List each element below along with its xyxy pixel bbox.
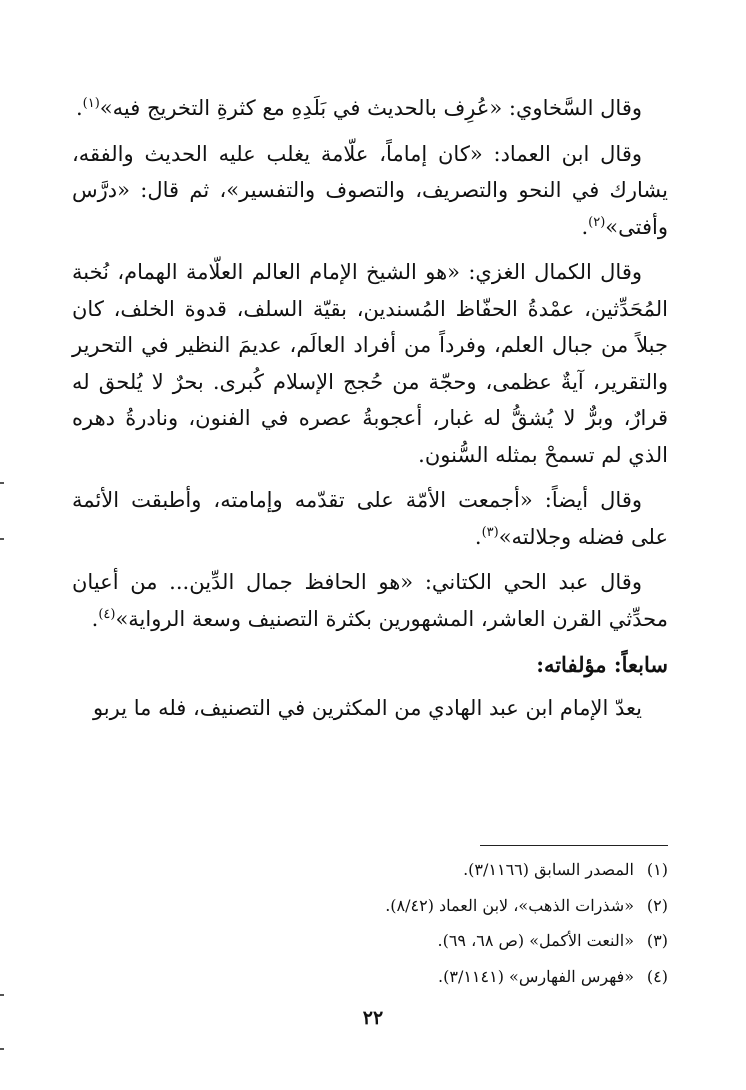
paragraph-ibn-al-imad bbox=[72, 136, 668, 246]
section-heading: سابعاً: مؤلفاته: bbox=[536, 652, 668, 677]
footnote-text: «شذرات الذهب»، لابن العماد (٨/٤٢). bbox=[385, 895, 634, 915]
paragraph-text: وقال عبد الحي الكتاني: «هو الحافظ جمال الدِّين... من أعيان محدِّثي القرن العاشر، المشهورين بكثرة التصنيف وسعة الرواية» bbox=[72, 570, 668, 631]
main-text bbox=[72, 90, 668, 735]
paragraph-text: وقال السَّخاوي: «عُرِف بالحديث في بَلَدِهِ مع كثرةِ التخريج فيه» bbox=[99, 96, 642, 120]
paragraph-end: . bbox=[91, 606, 99, 631]
footnotes bbox=[72, 852, 668, 994]
paragraph-kattani bbox=[72, 564, 668, 637]
scan-edge-mark bbox=[0, 1048, 4, 1050]
footnote-separator bbox=[480, 845, 668, 846]
footnote-number: (٣) bbox=[646, 931, 668, 950]
footnote-text: «النعت الأكمل» (ص ٦٨، ٦٩). bbox=[437, 931, 634, 950]
scan-edge-mark bbox=[0, 482, 4, 484]
paragraph-end: . bbox=[581, 214, 589, 239]
footnote-ref-2: (٢) bbox=[588, 214, 606, 230]
footnote-ref-1: (١) bbox=[82, 96, 100, 111]
footnote-text: المصدر السابق (٣/١١٦٦). bbox=[463, 860, 634, 879]
paragraph-kamal-ghazzi bbox=[72, 254, 668, 473]
scan-edge-mark bbox=[0, 994, 4, 996]
footnote-number: (٢) bbox=[646, 895, 668, 915]
scan-edge-mark bbox=[0, 538, 4, 540]
footnote-1 bbox=[72, 852, 668, 888]
footnote-ref-4: (٤) bbox=[98, 606, 116, 622]
footnote-3 bbox=[72, 923, 668, 959]
footnote-ref-3: (٣) bbox=[481, 524, 499, 540]
section-paragraph: يعدّ الإمام ابن عبد الهادي من المكثرين في التصنيف، فله ما يربو bbox=[92, 695, 642, 720]
footnote-number: (٤) bbox=[646, 966, 668, 986]
paragraph-text: وقال الكمال الغزي: «هو الشيخ الإمام العالم العلّامة الهمام، نُخبة المُحَدِّثين، عمْدةُ الحفّاظ المُسندين، بقيّة السلف، قدوة الخلف، كان جبلاً من جبال العلم، وفرداً من أفراد العالَم، عديمَ النظير في التحرير والتقرير، آيةٌ عظمى، وحجّة من حُجج الإسلام كُبرى. بحرٌ لا يُلحق له قرارٌ، وبرٌّ لا يُشقُّ له غبار، أعجوبةُ عصره في الفنون، ونادرةُ دهره الذي لم تسمحْ بمثله السُّنون. bbox=[72, 260, 668, 467]
paragraph-end: . bbox=[474, 524, 482, 549]
paragraph-text: وقال ابن العماد: «كان إماماً، علّامة يغلب عليه الحديث والفقه، يشارك في النحو والتصريف، والتصوف والتفسير»، ثم قال: «درَّس وأفتى» bbox=[72, 141, 668, 239]
footnote-number: (١) bbox=[646, 860, 668, 879]
footnote-text: «فهرس الفهارس» (٣/١١٤١). bbox=[438, 966, 634, 986]
footnote-4 bbox=[72, 959, 668, 995]
paragraph-kamal-ghazzi-also bbox=[72, 482, 668, 555]
paragraph-sakhawi bbox=[72, 90, 668, 127]
page-number: ٢٢ bbox=[362, 1007, 384, 1029]
paragraph-text: وقال أيضاً: «أجمعت الأمّة على تقدّمه وإمامته، وأطبقت الأئمة على فضله وجلالته» bbox=[72, 488, 668, 549]
footnote-2 bbox=[72, 888, 668, 924]
paragraph-end: . bbox=[75, 96, 83, 120]
